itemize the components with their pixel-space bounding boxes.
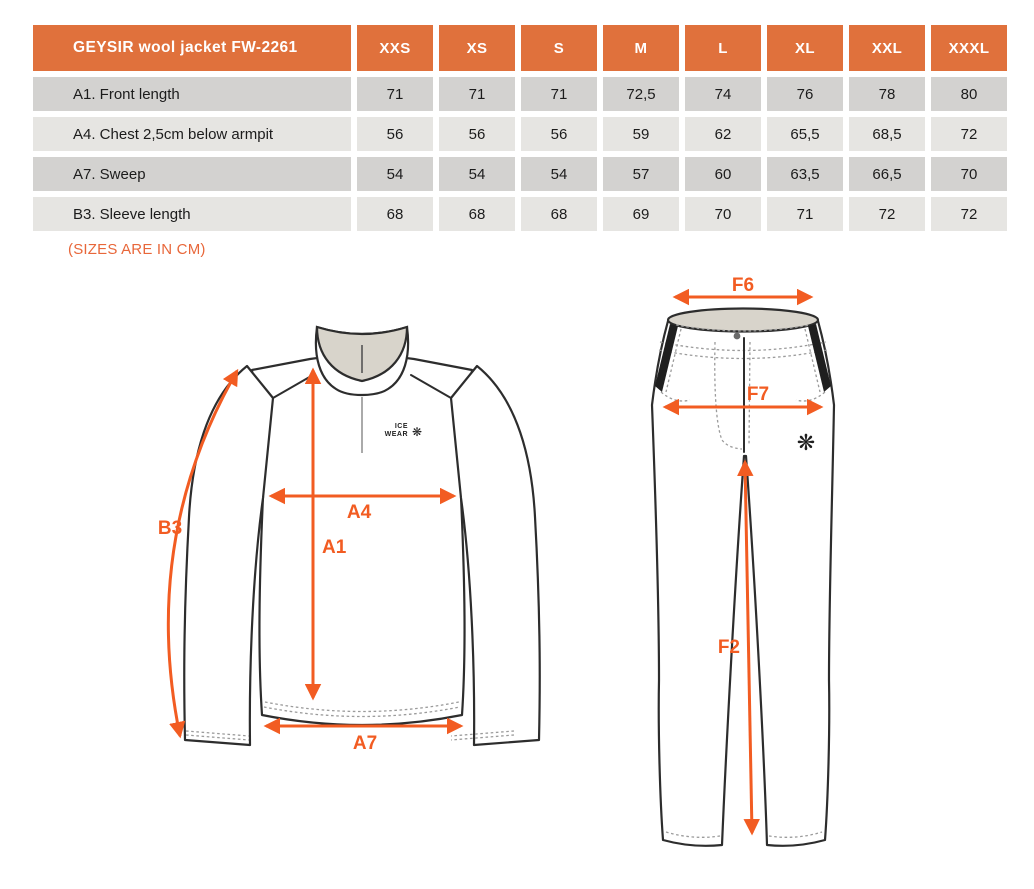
a1-label: A1 [322, 537, 347, 558]
size-value: 78 [849, 77, 925, 111]
snowflake-icon: ❋ [796, 431, 816, 456]
size-value: 57 [603, 157, 679, 191]
b3-label: B3 [157, 518, 183, 539]
size-value: 63,5 [767, 157, 843, 191]
size-table [33, 25, 1007, 231]
size-value: 74 [685, 77, 761, 111]
size-value: 62 [685, 117, 761, 151]
size-value: 56 [521, 117, 597, 151]
size-column-header: L [685, 25, 761, 71]
size-column-header: XXL [849, 25, 925, 71]
size-column-header: XL [767, 25, 843, 71]
size-column-header: M [603, 25, 679, 71]
size-value: 56 [357, 117, 433, 151]
f2-label: F2 [717, 637, 740, 658]
size-value: 72 [931, 117, 1007, 151]
snowflake-icon: ❋ [411, 425, 423, 439]
size-value: 72 [931, 197, 1007, 231]
pants-waist-opening [668, 309, 818, 332]
size-value: 59 [603, 117, 679, 151]
row-label: B3. Sleeve length [33, 197, 351, 231]
logo-text-ice: ICE [394, 423, 408, 430]
size-value: 68 [357, 197, 433, 231]
size-value: 70 [931, 157, 1007, 191]
size-column-header: XS [439, 25, 515, 71]
pants-diagram [630, 275, 930, 860]
row-label: A7. Sweep [33, 157, 351, 191]
size-column-header: XXXL [931, 25, 1007, 71]
size-value: 54 [439, 157, 515, 191]
size-value: 54 [521, 157, 597, 191]
size-value: 68 [439, 197, 515, 231]
size-value: 76 [767, 77, 843, 111]
logo-text-wear: WEAR [384, 431, 408, 438]
size-value: 71 [357, 77, 433, 111]
size-value: 66,5 [849, 157, 925, 191]
size-value: 71 [767, 197, 843, 231]
size-value: 70 [685, 197, 761, 231]
size-value: 80 [931, 77, 1007, 111]
units-note: (SIZES ARE IN CM) [68, 241, 206, 258]
pants-button [734, 333, 741, 340]
pants-drawing [652, 309, 834, 846]
size-value: 68,5 [849, 117, 925, 151]
f6-label: F6 [731, 275, 755, 296]
a4-label: A4 [346, 502, 372, 523]
size-value: 54 [357, 157, 433, 191]
size-value: 71 [521, 77, 597, 111]
jacket-drawing [184, 327, 540, 745]
a7-label: A7 [352, 733, 378, 754]
size-value: 60 [685, 157, 761, 191]
table-title: GEYSIR wool jacket FW-2261 [33, 25, 351, 71]
row-label: A4. Chest 2,5cm below armpit [33, 117, 351, 151]
size-value: 69 [603, 197, 679, 231]
size-value: 71 [439, 77, 515, 111]
size-value: 68 [521, 197, 597, 231]
size-value: 72 [849, 197, 925, 231]
size-column-header: XXS [357, 25, 433, 71]
size-value: 65,5 [767, 117, 843, 151]
size-value: 72,5 [603, 77, 679, 111]
size-column-header: S [521, 25, 597, 71]
jacket-diagram [140, 295, 560, 760]
f7-label: F7 [746, 384, 770, 405]
row-label: A1. Front length [33, 77, 351, 111]
size-value: 56 [439, 117, 515, 151]
